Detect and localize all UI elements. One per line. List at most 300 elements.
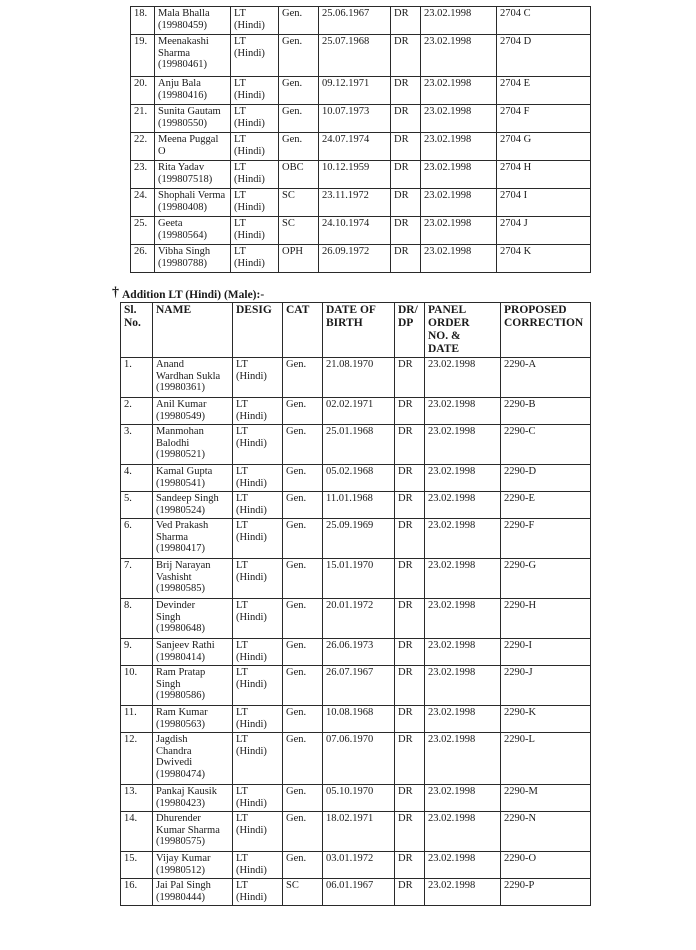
- table-row: [121, 599, 591, 639]
- cell-name: [153, 639, 233, 666]
- cell-cat: Gen.: [283, 559, 323, 599]
- cell-correction: 2290-D: [501, 465, 591, 492]
- cell-line: Wardhan Sukla: [156, 370, 221, 382]
- cell-name: [153, 358, 233, 398]
- cell-line: Vashisht: [156, 571, 192, 583]
- cell-line: Mala Bhalla: [158, 8, 210, 19]
- cell-desig: [231, 161, 279, 189]
- table-row: [121, 666, 591, 706]
- cell-panel: 23.02.1998: [421, 217, 497, 245]
- cell-panel: 23.02.1998: [425, 812, 501, 852]
- cell-drdp: DR: [391, 7, 421, 35]
- cell-name: [153, 733, 233, 785]
- cell-desig: [233, 639, 283, 666]
- cell-desig: [231, 217, 279, 245]
- cell-desig: [231, 133, 279, 161]
- cell-line: (Hindi): [236, 410, 267, 422]
- cell-line: Anju Bala: [158, 78, 201, 89]
- cell-sl: 9.: [121, 639, 153, 666]
- cell-line: Jai Pal Singh: [156, 880, 211, 891]
- cell-desig: [231, 7, 279, 35]
- table-row: [121, 733, 591, 785]
- cell-line: LT: [236, 520, 248, 531]
- cell-line: (19980408): [158, 201, 207, 213]
- cell-correction: 2704 E: [497, 77, 591, 105]
- table-row: [121, 519, 591, 559]
- cell-sl: 15.: [121, 852, 153, 879]
- addition-lt-hindi-male-table: [120, 302, 591, 906]
- cell-correction: 2290-N: [501, 812, 591, 852]
- cell-panel: 23.02.1998: [421, 105, 497, 133]
- staff-table-continued: [130, 6, 591, 273]
- cell-dob: 20.01.1972: [323, 599, 395, 639]
- header-drdp: [395, 303, 425, 358]
- cell-line: (Hindi): [236, 504, 267, 516]
- cell-line: (Hindi): [234, 19, 265, 31]
- header-row: [121, 303, 591, 358]
- cell-sl: 18.: [131, 7, 155, 35]
- cell-panel: 23.02.1998: [425, 465, 501, 492]
- cell-cat: Gen.: [279, 77, 319, 105]
- cell-desig: [231, 245, 279, 273]
- cell-cat: Gen.: [283, 465, 323, 492]
- cell-name: [155, 35, 231, 77]
- cell-line: Dhurender: [156, 813, 201, 824]
- cell-correction: 2290-O: [501, 852, 591, 879]
- cell-line: (19980585): [156, 583, 205, 594]
- cell-drdp: DR: [391, 77, 421, 105]
- header-name: [153, 303, 233, 358]
- cell-panel: 23.02.1998: [425, 519, 501, 559]
- cell-line: (Hindi): [236, 797, 267, 809]
- cell-correction: 2290-G: [501, 559, 591, 599]
- table1-body: [131, 7, 591, 273]
- cell-line: Rita Yadav: [158, 162, 205, 173]
- cell-line: DR/: [398, 304, 418, 316]
- cell-cat: Gen.: [283, 519, 323, 559]
- header-desig: [233, 303, 283, 358]
- cell-sl: 10.: [121, 666, 153, 706]
- cell-desig: [231, 105, 279, 133]
- cell-correction: 2290-I: [501, 639, 591, 666]
- cell-drdp: DR: [391, 217, 421, 245]
- cell-line: (Hindi): [236, 745, 267, 757]
- cell-line: (19980417): [156, 543, 205, 554]
- cell-sl: 1.: [121, 358, 153, 398]
- cell-line: Singh: [156, 678, 181, 690]
- cell-desig: [233, 465, 283, 492]
- cell-desig: [233, 733, 283, 785]
- cell-desig: [233, 425, 283, 465]
- cell-cat: OBC: [279, 161, 319, 189]
- cell-line: NAME: [156, 304, 192, 316]
- cell-line: (Hindi): [236, 611, 267, 623]
- cell-drdp: DR: [395, 666, 425, 706]
- section-heading: Addition LT (Hindi) (Male):-: [122, 289, 265, 301]
- cell-line: (19980550): [158, 117, 207, 129]
- cell-line: LT: [234, 246, 246, 257]
- cell-line: (19980423): [156, 797, 205, 809]
- cell-sl: 23.: [131, 161, 155, 189]
- cell-dob: 18.02.1971: [323, 812, 395, 852]
- cell-cat: Gen.: [283, 733, 323, 785]
- cell-name: [153, 852, 233, 879]
- table-row: [131, 161, 591, 189]
- cell-line: (Hindi): [234, 145, 265, 157]
- cell-dob: 15.01.1970: [323, 559, 395, 599]
- cell-sl: 16.: [121, 879, 153, 906]
- cell-desig: [233, 559, 283, 599]
- cell-correction: 2290-M: [501, 785, 591, 812]
- cell-line: (19980459): [158, 19, 207, 31]
- cell-name: [153, 398, 233, 425]
- cell-panel: 23.02.1998: [421, 161, 497, 189]
- cell-line: Singh: [156, 611, 181, 623]
- cell-line: Ram Kumar: [156, 707, 208, 718]
- table-row: [131, 189, 591, 217]
- cell-cat: Gen.: [279, 35, 319, 77]
- cell-dob: 24.07.1974: [319, 133, 391, 161]
- cell-drdp: DR: [395, 599, 425, 639]
- table-row: [121, 639, 591, 666]
- cell-cat: Gen.: [283, 425, 323, 465]
- cell-name: [153, 812, 233, 852]
- cell-drdp: DR: [391, 161, 421, 189]
- cell-line: (Hindi): [236, 718, 267, 730]
- cell-line: LT: [236, 707, 248, 718]
- cell-name: [153, 666, 233, 706]
- cell-correction: 2704 G: [497, 133, 591, 161]
- table-row: [131, 7, 591, 35]
- cell-cat: Gen.: [279, 7, 319, 35]
- table-row: [121, 706, 591, 733]
- cell-line: Dwivedi: [156, 757, 193, 768]
- cell-cat: Gen.: [279, 133, 319, 161]
- cell-drdp: DR: [395, 706, 425, 733]
- cell-dob: 06.01.1967: [323, 879, 395, 906]
- cell-line: (Hindi): [236, 678, 267, 690]
- cell-line: (19980461): [158, 59, 207, 70]
- cell-name: [155, 217, 231, 245]
- cell-dob: 25.01.1968: [323, 425, 395, 465]
- cell-line: (Hindi): [236, 531, 267, 543]
- cell-name: [155, 105, 231, 133]
- cell-dob: 10.07.1973: [319, 105, 391, 133]
- header-correction: [501, 303, 591, 358]
- cell-panel: 23.02.1998: [425, 706, 501, 733]
- cell-name: [153, 465, 233, 492]
- cell-drdp: DR: [395, 785, 425, 812]
- cell-panel: 23.02.1998: [425, 852, 501, 879]
- cell-line: (19980414): [156, 651, 205, 663]
- cell-line: LT: [236, 359, 248, 370]
- cell-line: Kamal Gupta: [156, 466, 213, 477]
- cell-sl: 25.: [131, 217, 155, 245]
- cell-sl: 5.: [121, 492, 153, 519]
- cell-line: CORRECTION: [504, 317, 584, 329]
- cell-line: LT: [236, 399, 248, 410]
- cell-drdp: DR: [395, 465, 425, 492]
- cell-desig: [233, 358, 283, 398]
- cell-line: LT: [234, 218, 246, 229]
- cell-cat: Gen.: [283, 666, 323, 706]
- cell-panel: 23.02.1998: [425, 492, 501, 519]
- table-row: [131, 217, 591, 245]
- cell-correction: 2290-P: [501, 879, 591, 906]
- cell-drdp: DR: [395, 852, 425, 879]
- cell-line: Chandra: [156, 745, 192, 757]
- cell-correction: 2704 K: [497, 245, 591, 273]
- cell-line: (Hindi): [234, 173, 265, 185]
- cell-dob: 10.08.1968: [323, 706, 395, 733]
- cell-line: (Hindi): [234, 201, 265, 213]
- cell-dob: 25.06.1967: [319, 7, 391, 35]
- cell-line: LT: [236, 426, 248, 437]
- table-row: [131, 77, 591, 105]
- cell-line: (Hindi): [236, 571, 267, 583]
- cell-line: (19980549): [156, 410, 205, 422]
- table-row: [121, 492, 591, 519]
- cell-panel: 23.02.1998: [425, 666, 501, 706]
- cell-line: Sanjeev Rathi: [156, 640, 215, 651]
- cell-line: (19980524): [156, 504, 205, 516]
- table-row: [121, 852, 591, 879]
- table-row: [131, 105, 591, 133]
- cell-line: Devinder: [156, 600, 196, 611]
- cell-line: Sl.: [124, 304, 137, 316]
- cell-line: Balodhi: [156, 437, 190, 449]
- cell-desig: [233, 398, 283, 425]
- cell-correction: 2704 D: [497, 35, 591, 77]
- cell-correction: 2704 H: [497, 161, 591, 189]
- cell-name: [155, 189, 231, 217]
- cell-line: Shophali Verma: [158, 190, 226, 201]
- cell-drdp: DR: [395, 812, 425, 852]
- cell-line: (19980788): [158, 257, 207, 269]
- cell-line: Sunita Gautam: [158, 106, 221, 117]
- cell-correction: 2290-K: [501, 706, 591, 733]
- cell-line: (19980564): [158, 229, 207, 241]
- cell-correction: 2290-B: [501, 398, 591, 425]
- cell-line: LT: [236, 466, 248, 477]
- cell-line: (Hindi): [234, 117, 265, 129]
- cell-drdp: DR: [395, 358, 425, 398]
- cell-cat: Gen.: [283, 785, 323, 812]
- cell-line: Meena Puggal: [158, 134, 219, 145]
- cell-sl: 20.: [131, 77, 155, 105]
- cell-line: (Hindi): [234, 89, 265, 101]
- cell-line: (19980563): [156, 718, 205, 730]
- cell-desig: [233, 706, 283, 733]
- cell-dob: 11.01.1968: [323, 492, 395, 519]
- cell-line: PANEL: [428, 304, 467, 316]
- table-row: [121, 879, 591, 906]
- cell-name: [153, 879, 233, 906]
- cell-line: LT: [236, 786, 248, 797]
- cell-line: Sharma: [158, 47, 191, 59]
- cell-line: (19980541): [156, 477, 205, 489]
- table-row: [131, 245, 591, 273]
- cell-drdp: DR: [395, 733, 425, 785]
- cell-line: LT: [234, 134, 246, 145]
- cell-panel: 23.02.1998: [421, 245, 497, 273]
- cell-line: LT: [236, 667, 248, 678]
- cell-line: DP: [398, 317, 414, 329]
- cell-panel: 23.02.1998: [425, 733, 501, 785]
- cell-line: (19980474): [156, 768, 205, 780]
- header-cat: [283, 303, 323, 358]
- cell-line: DATE OF: [326, 304, 376, 316]
- cell-panel: 23.02.1998: [425, 398, 501, 425]
- cell-desig: [233, 812, 283, 852]
- cell-panel: 23.02.1998: [421, 7, 497, 35]
- cell-cat: SC: [283, 879, 323, 906]
- cell-line: (199807518): [158, 173, 213, 185]
- cell-sl: 7.: [121, 559, 153, 599]
- cell-line: Manmohan: [156, 426, 204, 437]
- cell-panel: 23.02.1998: [425, 785, 501, 812]
- table-row: [131, 133, 591, 161]
- cell-line: (Hindi): [236, 437, 267, 449]
- cell-line: Jagdish: [156, 734, 188, 745]
- table-row: [121, 465, 591, 492]
- cell-line: Meenakashi: [158, 36, 209, 47]
- cell-name: [155, 77, 231, 105]
- cell-correction: 2290-H: [501, 599, 591, 639]
- cell-name: [155, 245, 231, 273]
- cell-desig: [233, 519, 283, 559]
- cell-line: (Hindi): [236, 477, 267, 489]
- cell-line: (19980512): [156, 864, 205, 876]
- cell-drdp: DR: [395, 559, 425, 599]
- cell-correction: 2290-A: [501, 358, 591, 398]
- cell-sl: 3.: [121, 425, 153, 465]
- cell-line: NO. &: [428, 330, 461, 342]
- cell-line: LT: [234, 78, 246, 89]
- cell-drdp: DR: [395, 639, 425, 666]
- cell-cat: Gen.: [283, 812, 323, 852]
- cell-drdp: DR: [391, 189, 421, 217]
- cell-sl: 11.: [121, 706, 153, 733]
- cell-dob: 23.11.1972: [319, 189, 391, 217]
- cell-line: Anand: [156, 359, 184, 370]
- cell-drdp: DR: [395, 519, 425, 559]
- cell-name: [155, 7, 231, 35]
- cell-sl: 8.: [121, 599, 153, 639]
- cell-line: DATE: [428, 343, 460, 355]
- table-row: [121, 785, 591, 812]
- cell-dob: 05.02.1968: [323, 465, 395, 492]
- header-sl: [121, 303, 153, 358]
- cell-line: Sandeep Singh: [156, 493, 219, 504]
- header-dob: [323, 303, 395, 358]
- cell-name: [155, 161, 231, 189]
- cell-correction: 2290-C: [501, 425, 591, 465]
- cell-line: Anil Kumar: [156, 399, 207, 410]
- cell-drdp: DR: [391, 133, 421, 161]
- cell-dob: 10.12.1959: [319, 161, 391, 189]
- cell-line: LT: [236, 600, 248, 611]
- cell-line: (19980444): [156, 891, 205, 903]
- cell-line: LT: [234, 190, 246, 201]
- cell-dob: 25.09.1969: [323, 519, 395, 559]
- cell-desig: [233, 666, 283, 706]
- cell-name: [153, 492, 233, 519]
- cell-line: (Hindi): [234, 229, 265, 241]
- cell-line: (19980575): [156, 836, 205, 847]
- cell-dob: 26.09.1972: [319, 245, 391, 273]
- cell-dob: 05.10.1970: [323, 785, 395, 812]
- cell-line: Ved Prakash: [156, 520, 209, 531]
- cell-desig: [233, 492, 283, 519]
- cell-line: (19980361): [156, 382, 205, 393]
- table-row: [121, 559, 591, 599]
- cell-desig: [231, 77, 279, 105]
- cell-line: (Hindi): [236, 824, 267, 836]
- cell-line: Vijay Kumar: [156, 853, 211, 864]
- cell-sl: 14.: [121, 812, 153, 852]
- cell-panel: 23.02.1998: [425, 879, 501, 906]
- cell-sl: 24.: [131, 189, 155, 217]
- cell-name: [153, 785, 233, 812]
- cell-line: (19980648): [156, 623, 205, 634]
- cell-cat: Gen.: [279, 105, 319, 133]
- cell-name: [153, 559, 233, 599]
- cell-cat: SC: [279, 189, 319, 217]
- cell-dob: 21.08.1970: [323, 358, 395, 398]
- cell-cat: SC: [279, 217, 319, 245]
- cell-sl: 21.: [131, 105, 155, 133]
- cell-correction: 2704 F: [497, 105, 591, 133]
- cell-name: [155, 133, 231, 161]
- cell-cat: Gen.: [283, 492, 323, 519]
- cell-dob: 26.07.1967: [323, 666, 395, 706]
- cell-correction: 2704 C: [497, 7, 591, 35]
- cell-line: (Hindi): [236, 370, 267, 382]
- cell-line: (Hindi): [236, 891, 267, 903]
- cell-panel: 23.02.1998: [425, 559, 501, 599]
- cell-dob: 02.02.1971: [323, 398, 395, 425]
- cell-desig: [233, 879, 283, 906]
- margin-mark-icon: †: [112, 285, 119, 300]
- table2-body: [121, 358, 591, 906]
- cell-panel: 23.02.1998: [425, 425, 501, 465]
- cell-sl: 2.: [121, 398, 153, 425]
- cell-sl: 6.: [121, 519, 153, 559]
- cell-line: LT: [234, 106, 246, 117]
- cell-cat: Gen.: [283, 852, 323, 879]
- cell-cat: Gen.: [283, 639, 323, 666]
- table-row: [121, 358, 591, 398]
- cell-line: Kumar Sharma: [156, 824, 220, 836]
- cell-line: Sharma: [156, 531, 189, 543]
- cell-drdp: DR: [391, 245, 421, 273]
- table-row: [121, 398, 591, 425]
- cell-correction: 2704 I: [497, 189, 591, 217]
- cell-line: (19980586): [156, 690, 205, 701]
- cell-line: (Hindi): [236, 864, 267, 876]
- cell-cat: Gen.: [283, 358, 323, 398]
- cell-desig: [233, 599, 283, 639]
- cell-line: ORDER: [428, 317, 470, 329]
- cell-drdp: DR: [391, 35, 421, 77]
- cell-name: [153, 425, 233, 465]
- cell-line: Vibha Singh: [158, 246, 211, 257]
- cell-dob: 26.06.1973: [323, 639, 395, 666]
- cell-correction: 2704 J: [497, 217, 591, 245]
- table-row: [131, 35, 591, 77]
- cell-cat: Gen.: [283, 706, 323, 733]
